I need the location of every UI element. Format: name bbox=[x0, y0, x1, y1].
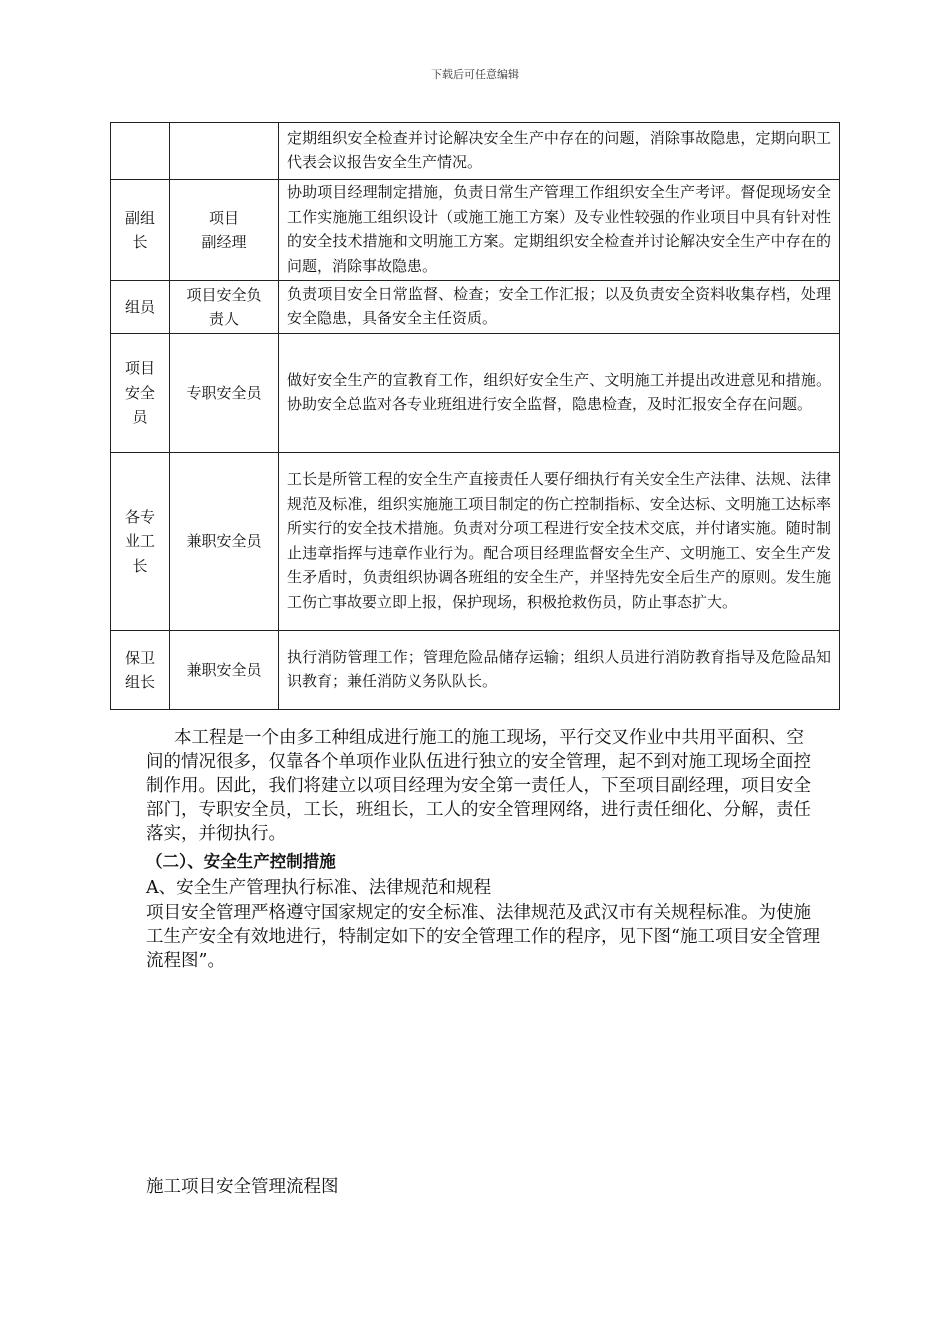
paragraph-standards: 项目安全管理严格遵守国家规定的安全标准、法律规范及武汉市有关规程标准。为使施工生产安全有效地进行，特制定如下的安全管理工作的程序，见下图“施工项目安全管理流程图”。 bbox=[146, 903, 820, 971]
duty-text: 定期组织安全检查并讨论解决安全生产中存在的问题，消除事故隐患，定期向职工代表会议报告安全生产情况。 bbox=[287, 128, 831, 171]
role-text: 保卫 组长 bbox=[124, 648, 155, 691]
post-cell bbox=[170, 123, 279, 180]
role-text: 组员 bbox=[124, 297, 155, 316]
role-cell bbox=[111, 334, 170, 453]
post-text: 兼职安全员 bbox=[186, 532, 262, 551]
role-cell bbox=[111, 453, 170, 631]
post-text: 兼职安全员 bbox=[186, 660, 262, 679]
paragraph-safety-network: 本工程是一个由多工种组成进行施工的施工现场，平行交叉作业中共用平面积、空间的情况很多，仅靠各个单项作业队伍进行独立的安全管理，起不到对施工现场全面控制作用。因此，我们将建立以项目经理为安全第一责任人，下至项目副经理，项目安全部门，专职安全员，工长，班组长，工人的安全管理网络，进行责任细化、分解，责任落实，并彻执行。 bbox=[146, 728, 811, 844]
page-header-note: 下载后可任意编辑 bbox=[431, 68, 519, 81]
post-text: 项目安全负 责人 bbox=[186, 285, 262, 328]
role-cell bbox=[111, 631, 170, 710]
duty-cell bbox=[279, 453, 840, 631]
post-cell bbox=[170, 631, 279, 710]
table-row bbox=[111, 453, 840, 631]
safety-duty-table bbox=[110, 122, 840, 710]
post-cell bbox=[170, 334, 279, 453]
duty-cell bbox=[279, 281, 840, 334]
flowchart-title: 施工项目安全管理流程图 bbox=[146, 1177, 339, 1197]
subsection-a-title: A、安全生产管理执行标准、法律规范和规程 bbox=[146, 878, 492, 898]
duty-cell bbox=[279, 334, 840, 453]
role-cell bbox=[111, 180, 170, 281]
role-text: 项目 安全 员 bbox=[124, 359, 155, 427]
role-cell bbox=[111, 281, 170, 334]
post-text: 专职安全员 bbox=[186, 383, 262, 402]
table-row bbox=[111, 123, 840, 180]
duty-text: 负责项目安全日常监督、检查；安全工作汇报；以及负责安全资料收集存档，处理安全隐患，具备安全主任资质。 bbox=[287, 284, 831, 327]
post-text: 项目 副经理 bbox=[201, 208, 247, 251]
table-row bbox=[111, 334, 840, 453]
duty-text: 协助项目经理制定措施，负责日常生产管理工作组织安全生产考评。督促现场安全工作实施施工组织设计（或施工施工方案）及专业性较强的作业项目中具有针对性的安全技术措施和文明施工方案。定期组织安全检查并讨论解决安全生产中存在的问题，消除事故隐患。 bbox=[287, 183, 831, 275]
role-text: 副组 长 bbox=[124, 208, 155, 251]
duty-cell bbox=[279, 123, 840, 180]
role-cell bbox=[111, 123, 170, 180]
table-row bbox=[111, 631, 840, 710]
post-cell bbox=[170, 180, 279, 281]
table-row bbox=[111, 180, 840, 281]
section-heading: （二）、安全生产控制措施 bbox=[146, 852, 336, 871]
role-text: 各专 业工 长 bbox=[124, 507, 155, 575]
post-cell bbox=[170, 453, 279, 631]
duty-text: 工长是所管工程的安全生产直接责任人要仔细执行有关安全生产法律、法规、法律规范及标准，组织实施施工项目制定的伤亡控制指标、安全达标、文明施工达标率所实行的安全技术措施。负责对分项工程进行安全技术交底，并付诸实施。随时制止违章指挥与违章作业行为。配合项目经理监督安全生产、文明施工、安全生产发生矛盾时，负责组织协调各班组的安全生产，并坚持先安全后生产的原则。发生施工伤亡事故要立即上报，保护现场，积极抢救伤员，防止事态扩大。 bbox=[287, 470, 831, 611]
duty-cell bbox=[279, 631, 840, 710]
table-row bbox=[111, 281, 840, 334]
duty-cell bbox=[279, 180, 840, 281]
duty-text: 执行消防管理工作；管理危险品储存运输；组织人员进行消防教育指导及危险品知识教育；兼任消防义务队队长。 bbox=[287, 647, 831, 690]
post-cell bbox=[170, 281, 279, 334]
duty-text: 做好安全生产的宣教育工作，组织好安全生产、文明施工并提出改进意见和措施。协助安全总监对各专业班组进行安全监督，隐患检查，及时汇报安全存在问题。 bbox=[287, 370, 831, 413]
